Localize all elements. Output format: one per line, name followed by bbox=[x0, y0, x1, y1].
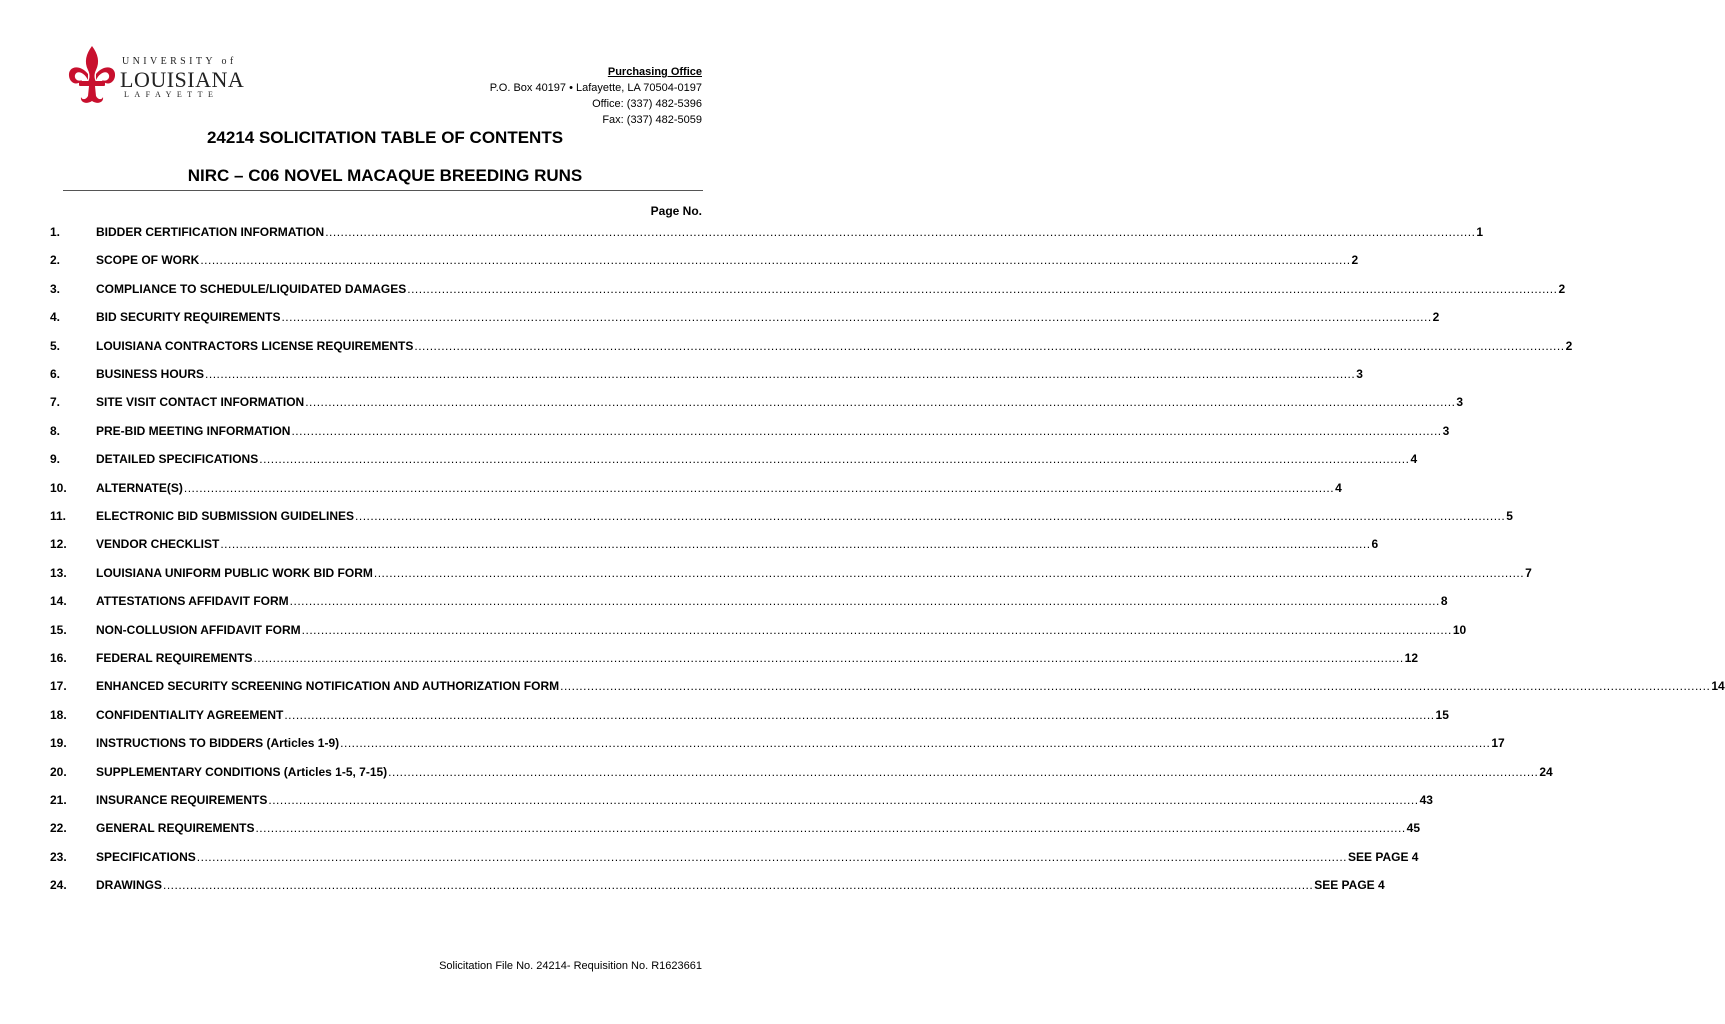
toc-entry-number: 6. bbox=[50, 367, 61, 381]
page-no-header: Page No. bbox=[650, 204, 702, 218]
toc-entry bbox=[0, 733, 1505, 753]
toc-entry bbox=[0, 506, 1513, 526]
toc-entry-line bbox=[96, 449, 1418, 469]
toc-entry-line bbox=[96, 364, 1363, 384]
toc-entry-line bbox=[96, 279, 1566, 299]
toc-entry bbox=[0, 392, 1464, 412]
toc-entry-page: 4 bbox=[1335, 480, 1342, 495]
toc-entry-number: 5. bbox=[50, 338, 61, 353]
toc-entry bbox=[0, 620, 1467, 640]
toc-entry-number: 13. bbox=[50, 565, 67, 580]
toc-entry-page: 45 bbox=[1406, 821, 1421, 836]
title-divider bbox=[63, 190, 703, 191]
toc-entry-page: 15 bbox=[1435, 707, 1449, 722]
toc-entry-label: LOUISIANA CONTRACTORS LICENSE REQUIREMENTS bbox=[96, 338, 414, 353]
toc-entry-line bbox=[96, 506, 1513, 526]
toc-entry-label: ELECTRONIC BID SUBMISSION GUIDELINES bbox=[96, 509, 355, 523]
toc-entry-number: 14. bbox=[50, 594, 67, 609]
toc-entry-line bbox=[96, 534, 1379, 554]
toc-entry-label: INSURANCE REQUIREMENTS bbox=[96, 793, 268, 807]
toc-entry-number: 10. bbox=[50, 480, 67, 495]
footer-file-number: Solicitation File No. 24214- Requisition No. R1623661 bbox=[439, 960, 702, 972]
toc-entry-number: 20. bbox=[50, 764, 67, 779]
toc-leader-dots: ............................................................................................................................................................................................................................................................................................................ bbox=[196, 849, 1347, 864]
toc-leader-dots: ............................................................................................................................................................................................................................................................................................................ bbox=[291, 423, 1442, 438]
toc-entry-page: 2 bbox=[1351, 253, 1359, 268]
document-title: 24214 SOLICITATION TABLE OF CONTENTS bbox=[206, 128, 564, 147]
toc-entry-line bbox=[96, 620, 1467, 640]
toc-entry-label: VENDOR CHECKLIST bbox=[96, 537, 220, 552]
toc-entry bbox=[0, 534, 1379, 554]
toc-entry-page: 1 bbox=[1476, 225, 1484, 239]
toc-entry-page: SEE PAGE 4 bbox=[1314, 878, 1385, 893]
toc-leader-dots: ............................................................................................................................................................................................................................................................................................................ bbox=[414, 338, 1565, 353]
logo-campus-text: LAFAYETTE bbox=[124, 90, 219, 99]
logo-name-text: LOUISIANA bbox=[120, 67, 245, 92]
toc-entry-number: 4. bbox=[50, 310, 61, 325]
toc-entry bbox=[0, 449, 1418, 469]
toc-leader-dots: ............................................................................................................................................................................................................................................................................................................ bbox=[305, 395, 1456, 410]
toc-entry-page: 24 bbox=[1539, 764, 1553, 779]
toc-leader-dots: ............................................................................................................................................................................................................................................................................................................ bbox=[253, 651, 1404, 665]
office-fax: Fax: (337) 482-5059 bbox=[602, 114, 702, 126]
toc-entry-label: INSTRUCTIONS TO BIDDERS (Articles 1-9) bbox=[96, 736, 340, 751]
toc-entry-line bbox=[96, 847, 1419, 867]
toc-entry-number: 21. bbox=[50, 793, 67, 807]
toc-entry-page: 10 bbox=[1452, 622, 1467, 637]
toc-entry-label: BID SECURITY REQUIREMENTS bbox=[96, 310, 281, 325]
toc-entry-line bbox=[96, 591, 1448, 611]
toc-entry-label: SITE VISIT CONTACT INFORMATION bbox=[96, 395, 305, 410]
toc-entry bbox=[0, 279, 1566, 299]
toc-entry-label: ENHANCED SECURITY SCREENING NOTIFICATION AND AUTHORIZATION FORM bbox=[96, 679, 560, 694]
toc-leader-dots: ............................................................................................................................................................................................................................................................................................................ bbox=[289, 594, 1440, 609]
toc-entry bbox=[0, 790, 1433, 810]
toc-entry-page: 8 bbox=[1440, 594, 1448, 609]
toc-leader-dots: ............................................................................................................................................................................................................................................................................................................ bbox=[301, 622, 1452, 637]
toc-entry bbox=[0, 563, 1532, 583]
toc-entry-number: 1. bbox=[50, 225, 61, 239]
toc-entry-line bbox=[96, 875, 1385, 895]
toc-leader-dots: ............................................................................................................................................................................................................................................................................................................ bbox=[205, 367, 1356, 381]
toc-entry bbox=[0, 847, 1419, 867]
toc-leader-dots: ............................................................................................................................................................................................................................................................................................................ bbox=[220, 537, 1371, 552]
toc-entry-page: 4 bbox=[1410, 452, 1418, 467]
toc-entry-label: PRE-BID MEETING INFORMATION bbox=[96, 423, 291, 438]
toc-entry-line bbox=[96, 762, 1553, 782]
toc-entry bbox=[0, 222, 1484, 242]
toc-leader-dots: ............................................................................................................................................................................................................................................................................................................ bbox=[255, 821, 1406, 836]
toc-entry-number: 22. bbox=[50, 821, 67, 836]
toc-entry bbox=[0, 364, 1363, 384]
toc-leader-dots: ............................................................................................................................................................................................................................................................................................................ bbox=[281, 310, 1432, 325]
toc-entry-line bbox=[96, 563, 1532, 583]
toc-entry-page: 6 bbox=[1371, 537, 1379, 552]
toc-entry-number: 18. bbox=[50, 707, 67, 722]
toc-entry-line bbox=[96, 250, 1359, 270]
toc-entry-line bbox=[96, 478, 1342, 498]
logo-university-text: UNIVERSITY of bbox=[122, 56, 237, 67]
toc-entry-line bbox=[96, 222, 1484, 242]
toc-entry-line bbox=[96, 733, 1505, 753]
toc-entry-number: 16. bbox=[50, 651, 67, 665]
toc-entry-page: 14 bbox=[1711, 679, 1725, 694]
toc-entry-number: 7. bbox=[50, 395, 61, 410]
toc-entry-page: 7 bbox=[1525, 565, 1532, 580]
toc-entry bbox=[0, 591, 1448, 611]
toc-entry bbox=[0, 705, 1449, 725]
toc-entry-label: CONFIDENTIALITY AGREEMENT bbox=[96, 707, 284, 722]
toc-entry-line bbox=[96, 676, 1725, 696]
toc-leader-dots: ............................................................................................................................................................................................................................................................................................................ bbox=[560, 679, 1711, 694]
toc-entry-label: ATTESTATIONS AFFIDAVIT FORM bbox=[96, 594, 289, 609]
toc-entry-line bbox=[96, 818, 1421, 838]
toc-entry-page: 3 bbox=[1356, 367, 1363, 381]
toc-entry-label: BIDDER CERTIFICATION INFORMATION bbox=[96, 225, 325, 239]
office-address: P.O. Box 40197 • Lafayette, LA 70504-0197 bbox=[489, 82, 702, 94]
office-heading: Purchasing Office bbox=[607, 66, 702, 78]
toc-entry-page: 5 bbox=[1506, 509, 1513, 523]
toc-entry-number: 23. bbox=[50, 849, 67, 864]
toc-entry-number: 24. bbox=[50, 878, 67, 893]
toc-entry-page: 43 bbox=[1419, 793, 1433, 807]
toc-entry bbox=[0, 250, 1359, 270]
toc-entry-number: 15. bbox=[50, 622, 67, 637]
toc-leader-dots: ............................................................................................................................................................................................................................................................................................................ bbox=[355, 509, 1506, 523]
toc-leader-dots: ............................................................................................................................................................................................................................................................................................................ bbox=[373, 565, 1525, 580]
toc-entry-page: 2 bbox=[1432, 310, 1440, 325]
university-logo bbox=[66, 44, 246, 106]
toc-leader-dots: ............................................................................................................................................................................................................................................................................................................ bbox=[407, 281, 1558, 296]
toc-entry-page: 3 bbox=[1456, 395, 1464, 410]
toc-entry-number: 19. bbox=[50, 736, 67, 751]
toc-leader-dots: ............................................................................................................................................................................................................................................................................................................ bbox=[268, 793, 1419, 807]
toc-entry bbox=[0, 762, 1553, 782]
toc-entry-line bbox=[96, 336, 1573, 356]
toc-leader-dots: ............................................................................................................................................................................................................................................................................................................ bbox=[163, 878, 1314, 893]
toc-entry-number: 3. bbox=[50, 281, 61, 296]
toc-entry-page: 12 bbox=[1404, 651, 1419, 665]
toc-entry-number: 2. bbox=[50, 253, 61, 268]
toc-entry-label: SCOPE OF WORK bbox=[96, 253, 200, 268]
toc-entry-number: 17. bbox=[50, 679, 67, 694]
toc-entry-label: FEDERAL REQUIREMENTS bbox=[96, 651, 253, 665]
toc-entry bbox=[0, 336, 1573, 356]
toc-entry-number: 12. bbox=[50, 537, 67, 552]
toc-leader-dots: ............................................................................................................................................................................................................................................................................................................ bbox=[388, 764, 1539, 779]
toc-entry-label: SPECIFICATIONS bbox=[96, 849, 196, 864]
toc-entry-line bbox=[96, 392, 1464, 412]
toc-entry-label: DRAWINGS bbox=[96, 878, 162, 893]
toc-entry-label: NON-COLLUSION AFFIDAVIT FORM bbox=[96, 622, 301, 637]
toc-leader-dots: ............................................................................................................................................................................................................................................................................................................ bbox=[325, 225, 1476, 239]
toc-entry-number: 9. bbox=[50, 452, 61, 467]
toc-entry-line bbox=[96, 790, 1433, 810]
toc-entry-page: 3 bbox=[1442, 423, 1450, 438]
toc-entry bbox=[0, 676, 1725, 696]
toc-entry-number: 11. bbox=[50, 509, 67, 523]
toc-leader-dots: ............................................................................................................................................................................................................................................................................................................ bbox=[259, 452, 1410, 467]
toc-entry-line bbox=[96, 705, 1449, 725]
toc-entry bbox=[0, 307, 1440, 327]
toc-entry-line bbox=[96, 307, 1440, 327]
toc-entry-page: 17 bbox=[1491, 736, 1505, 751]
toc-leader-dots: ............................................................................................................................................................................................................................................................................................................ bbox=[284, 707, 1435, 722]
toc-entry-label: GENERAL REQUIREMENTS bbox=[96, 821, 255, 836]
toc-entry-label: COMPLIANCE TO SCHEDULE/LIQUIDATED DAMAGES bbox=[96, 281, 407, 296]
toc-leader-dots: ............................................................................................................................................................................................................................................................................................................ bbox=[183, 480, 1335, 495]
toc-entry-label: BUSINESS HOURS bbox=[96, 367, 205, 381]
document-subtitle: NIRC – C06 NOVEL MACAQUE BREEDING RUNS bbox=[187, 166, 583, 185]
toc-entry-page: 2 bbox=[1558, 281, 1566, 296]
toc-entry-line bbox=[96, 421, 1450, 441]
toc-leader-dots: ............................................................................................................................................................................................................................................................................................................ bbox=[200, 253, 1351, 268]
toc-entry-line bbox=[96, 648, 1419, 668]
office-phone: Office: (337) 482-5396 bbox=[592, 98, 702, 110]
toc-entry-label: ALTERNATE(S) bbox=[96, 480, 183, 495]
toc-entry bbox=[0, 818, 1421, 838]
toc-entry-page: 2 bbox=[1565, 338, 1573, 353]
fleur-de-lis-icon bbox=[66, 44, 118, 106]
toc-entry-label: DETAILED SPECIFICATIONS bbox=[96, 452, 259, 467]
toc-entry-label: SUPPLEMENTARY CONDITIONS (Articles 1-5, 7-15) bbox=[96, 764, 388, 779]
toc-entry bbox=[0, 478, 1342, 498]
toc-leader-dots: ............................................................................................................................................................................................................................................................................................................ bbox=[340, 736, 1491, 751]
toc-entry-number: 8. bbox=[50, 423, 61, 438]
office-contact-block bbox=[490, 64, 702, 128]
toc-entry bbox=[0, 421, 1450, 441]
toc-entry bbox=[0, 648, 1419, 668]
toc-entry-label: LOUISIANA UNIFORM PUBLIC WORK BID FORM bbox=[96, 565, 373, 580]
toc-entry-page: SEE PAGE 4 bbox=[1348, 849, 1419, 864]
toc-entry bbox=[0, 875, 1385, 895]
